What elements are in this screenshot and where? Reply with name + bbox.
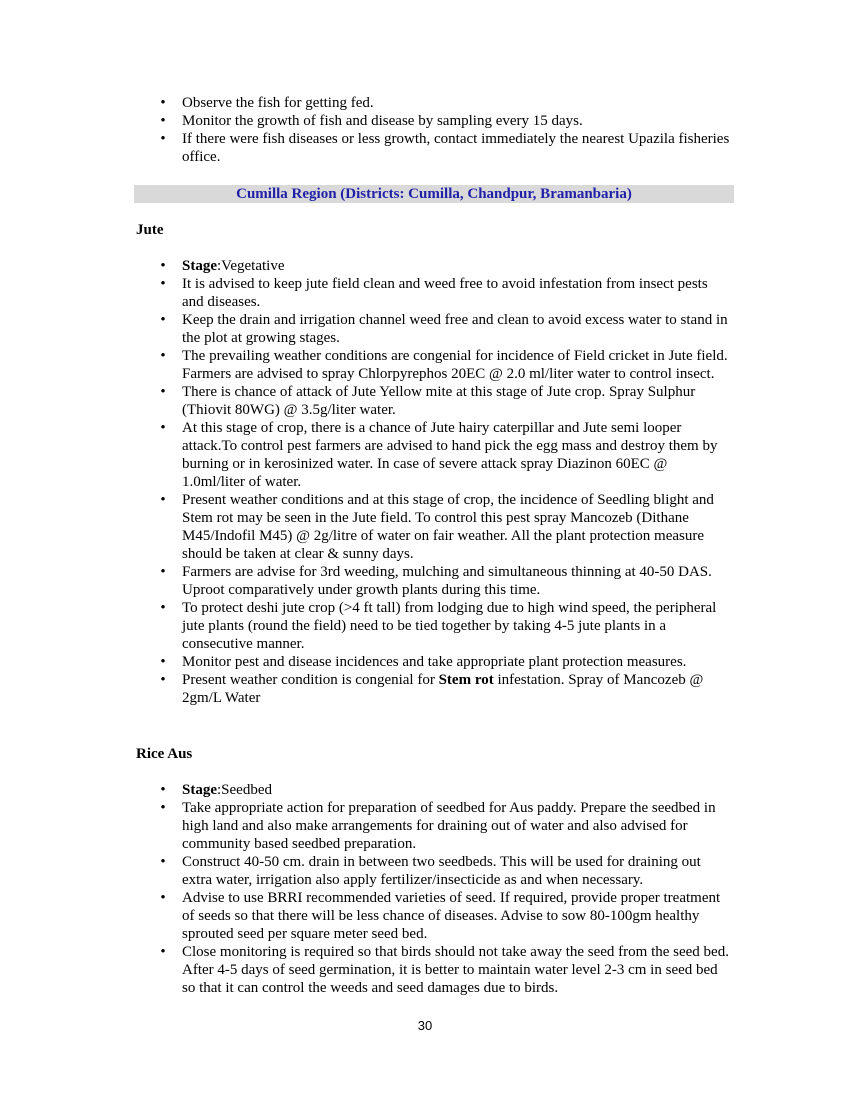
list-item: • Advise to use BRRI recommended varieties of seed. If required, provide proper treatment of seeds so that there will be less chance of diseases. Advise to sow 80-100gm healthy sprouted seed per square meter seed bed. (157, 889, 733, 943)
bullet-icon: • (160, 276, 166, 292)
stage-label: Stage (182, 258, 217, 274)
bullet-icon: • (160, 782, 166, 798)
list-item: • To protect deshi jute crop (>4 ft tall) from lodging due to high wind speed, the peripheral jute plants (round the field) need to be tied together by taking 4-5 jute plants in a consecutive manner. (157, 599, 733, 653)
list-item: • Observe the fish for getting fed. (157, 94, 733, 112)
bullet-icon: • (160, 258, 166, 274)
stage-label: Stage (182, 782, 217, 798)
list-item: • There is chance of attack of Jute Yellow mite at this stage of Jute crop. Spray Sulphur (Thiovit 80WG) @ 3.5g/liter water. (157, 383, 733, 419)
bullet-icon: • (160, 131, 166, 147)
bullet-icon: • (160, 890, 166, 906)
bullet-icon: • (160, 113, 166, 129)
jute-advice-list (157, 257, 733, 707)
list-item: • At this stage of crop, there is a chance of Jute hairy caterpillar and Jute semi looper attack.To control pest farmers are advised to hand pick the egg mass and destroy them by burning or in kerosinized water. In case of severe attack spray Diazinon 60EC @ 1.0ml/liter of water. (157, 419, 733, 491)
page-number: 30 (417, 1018, 433, 1033)
bullet-icon: • (160, 312, 166, 328)
bullet-icon: • (160, 348, 166, 364)
rice-aus-heading: Rice Aus (136, 746, 193, 762)
region-banner: Cumilla Region (Districts: Cumilla, Chandpur, Bramanbaria) (134, 185, 734, 203)
list-item: • Construct 40-50 cm. drain in between two seedbeds. This will be used for draining out extra water, irrigation also apply fertilizer/insecticide as and when necessary. (157, 853, 733, 889)
list-item (157, 781, 733, 799)
list-item: • The prevailing weather conditions are congenial for incidence of Field cricket in Jute field. Farmers are advised to spray Chlorpyrephos 20EC @ 2.0 ml/liter water to control insect. (157, 347, 733, 383)
bullet-icon: • (160, 600, 166, 616)
bullet-icon: • (160, 564, 166, 580)
list-item: • Farmers are advise for 3rd weeding, mulching and simultaneous thinning at 40-50 DAS. Uproot comparatively under growth plants during this time. (157, 563, 733, 599)
rice-aus-advice-list (157, 781, 733, 997)
jute-heading: Jute (136, 222, 164, 238)
stage-value: :Vegetative (217, 258, 285, 274)
bullet-icon: • (160, 420, 166, 436)
bullet-icon: • (160, 654, 166, 670)
list-item: • Monitor the growth of fish and disease by sampling every 15 days. (157, 112, 733, 130)
list-item: • If there were fish diseases or less growth, contact immediately the nearest Upazila fisheries office. (157, 130, 733, 166)
bullet-icon: • (160, 854, 166, 870)
bullet-icon: • (160, 944, 166, 960)
bullet-icon: • (160, 384, 166, 400)
bullet-icon: • (160, 800, 166, 816)
list-item: • Present weather conditions and at this stage of crop, the incidence of Seedling blight and Stem rot may be seen in the Jute field. To control this pest spray Mancozeb (Dithane M45/Indofil M45) @ 2g/litre of water on fair weather. All the plant protection measure should be taken at clear & sunny days. (157, 491, 733, 563)
list-item: • Present weather condition is congenial for Stem rot infestation. Spray of Mancozeb @ 2gm/L Water (157, 671, 733, 707)
list-item: • Take appropriate action for preparation of seedbed for Aus paddy. Prepare the seedbed in high land and also make arrangements for draining out of water and also advised for community based seedbed preparation. (157, 799, 733, 853)
bullet-icon: • (160, 492, 166, 508)
list-item: • Close monitoring is required so that birds should not take away the seed from the seed bed. After 4-5 days of seed germination, it is better to maintain water level 2-3 cm in seed bed so that it can control the weeds and seed damages due to birds. (157, 943, 733, 997)
list-item: • Keep the drain and irrigation channel weed free and clean to avoid excess water to stand in the plot at growing stages. (157, 311, 733, 347)
bullet-icon: • (160, 672, 166, 688)
fish-care-list (157, 94, 733, 166)
stem-rot-emphasis: Stem rot (438, 672, 494, 688)
stage-value: :Seedbed (217, 782, 272, 798)
list-item: • Monitor pest and disease incidences and take appropriate plant protection measures. (157, 653, 733, 671)
bullet-icon: • (160, 95, 166, 111)
list-item (157, 257, 733, 275)
list-item: • It is advised to keep jute field clean and weed free to avoid infestation from insect pests and diseases. (157, 275, 733, 311)
